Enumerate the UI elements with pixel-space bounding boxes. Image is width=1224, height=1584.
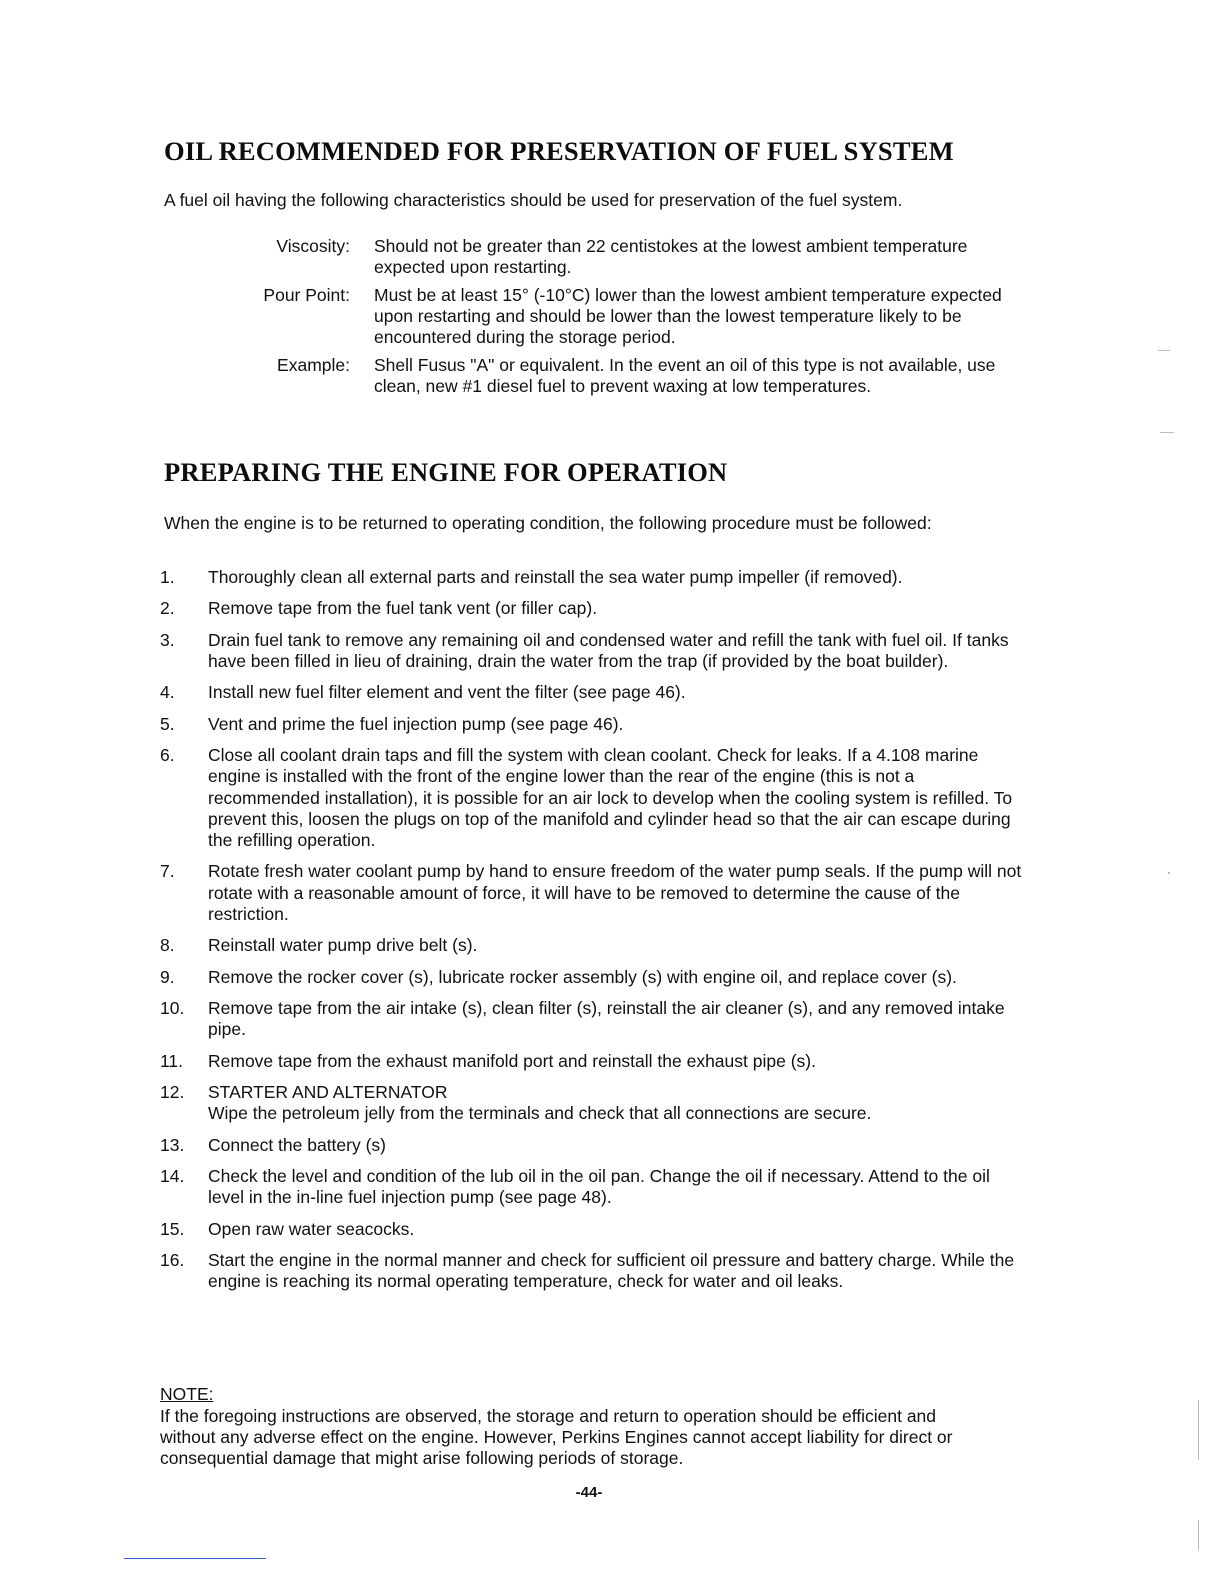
- step-text: Close all coolant drain taps and fill the system with clean coolant. Check for leaks. If a 4.108 marine engine is installed with the front of the engine lower than the rear of the engine (this is not a recommended installation), it is possible for an air lock to develop when the cooling system is refilled. To prevent this, loosen the plugs on top of the manifold and cylinder head so that the air can escape during the refilling operation.: [208, 745, 1013, 850]
- spec-text: Must be at least 15° (-10°C) lower than the lowest ambient temperature expected upon restarting and should be lower than the lowest temperature likely to be encountered during the storage period.: [374, 285, 1002, 347]
- step-number: 7.: [160, 861, 175, 882]
- scan-mark: [1168, 872, 1170, 874]
- spec-example: [164, 355, 1024, 397]
- step-text: Open raw water seacocks.: [208, 1218, 415, 1239]
- step-number: 11.: [160, 1050, 184, 1071]
- step-text: Rotate fresh water coolant pump by hand to ensure freedom of the water pump seals. If the pump will not rotate with a reasonable amount of force, it will have to be removed to determine the cause of the restriction.: [208, 861, 1022, 924]
- step-text: Start the engine in the normal manner and check for sufficient oil pressure and battery charge. While the engine is reaching its normal operating temperature, check for water and oil leaks.: [208, 1249, 1015, 1292]
- step-number: 16.: [160, 1249, 185, 1270]
- scan-mark: [1198, 1520, 1199, 1550]
- spec-label: Viscosity:: [276, 236, 350, 256]
- spec-label: Pour Point:: [263, 285, 350, 305]
- step-number: 15.: [160, 1218, 185, 1239]
- spec-viscosity: [164, 236, 1024, 278]
- step-number: 2.: [160, 598, 175, 619]
- list-item: [160, 682, 1028, 703]
- step-number: 4.: [160, 682, 175, 703]
- step-text: Remove tape from the air intake (s), clean filter (s), reinstall the air cleaner (s), and any removed intake pipe.: [208, 997, 1005, 1040]
- scan-edge-line: [124, 1558, 266, 1559]
- step-number: 14.: [160, 1165, 185, 1186]
- step-number: 13.: [160, 1134, 185, 1155]
- note-text: If the foregoing instructions are observed, the storage and return to operation should be efficient and without any adverse effect on the engine. However, Perkins Engines cannot accept liability for direct or consequential damage that might arise following periods of storage.: [160, 1406, 953, 1468]
- list-item: [160, 714, 1028, 735]
- step-text: Connect the battery (s): [208, 1134, 386, 1155]
- list-item: [160, 1166, 1028, 1208]
- list-item: [160, 567, 1028, 588]
- note-heading: NOTE:: [160, 1384, 214, 1404]
- spec-pour-point: [164, 285, 1024, 348]
- step-number: 12.: [160, 1081, 185, 1102]
- page-number: -44-: [575, 1484, 603, 1501]
- step-text: Remove tape from the exhaust manifold port and reinstall the exhaust pipe (s).: [208, 1050, 816, 1071]
- section-title-preparing-engine: PREPARING THE ENGINE FOR OPERATION: [164, 457, 728, 487]
- list-item: [160, 745, 1028, 851]
- step-subtext: Wipe the petroleum jelly from the terminals and check that all connections are secure.: [208, 1103, 872, 1124]
- step-number: 10.: [160, 997, 185, 1018]
- preparing-engine-intro: When the engine is to be returned to operating condition, the following procedure must be followed:: [164, 513, 932, 533]
- list-item: [160, 1219, 1028, 1240]
- list-item: [160, 1082, 1028, 1124]
- step-text: Reinstall water pump drive belt (s).: [208, 935, 478, 956]
- spec-label: Example:: [277, 355, 350, 375]
- step-number: 9.: [160, 966, 175, 987]
- step-text: Remove tape from the fuel tank vent (or filler cap).: [208, 598, 598, 619]
- procedure-steps: [160, 567, 1028, 1302]
- list-item: [160, 630, 1028, 672]
- step-text-group: [208, 1082, 1024, 1124]
- step-text: Vent and prime the fuel injection pump (see page 46).: [208, 713, 624, 734]
- spec-text: Should not be greater than 22 centistokes at the lowest ambient temperature expected upon restarting.: [374, 236, 968, 277]
- step-heading: STARTER AND ALTERNATOR: [208, 1081, 448, 1102]
- step-text: Thoroughly clean all external parts and reinstall the sea water pump impeller (if removed).: [208, 567, 903, 587]
- list-item: [160, 598, 1028, 619]
- spec-text: Shell Fusus "A" or equivalent. In the event an oil of this type is not available, use clean, new #1 diesel fuel to prevent waxing at low temperatures.: [374, 355, 996, 396]
- section-title-fuel-preservation: OIL RECOMMENDED FOR PRESERVATION OF FUEL SYSTEM: [164, 136, 954, 166]
- step-text: Check the level and condition of the lub oil in the oil pan. Change the oil if necessary. Attend to the oil level in the in-line fuel injection pump (see page 48).: [208, 1165, 990, 1208]
- step-number: 6.: [160, 745, 175, 766]
- step-number: 1.: [160, 567, 175, 587]
- list-item: [160, 1051, 1028, 1072]
- list-item: [160, 998, 1028, 1040]
- scan-mark: [1160, 432, 1174, 433]
- list-item: [160, 935, 1028, 956]
- step-text: Drain fuel tank to remove any remaining oil and condensed water and refill the tank with fuel oil. If tanks have been filled in lieu of draining, drain the water from the trap (if provided by the boat builder).: [208, 629, 1009, 671]
- scan-mark: [1198, 1400, 1199, 1460]
- step-text: Remove the rocker cover (s), lubricate rocker assembly (s) with engine oil, and replace cover (s).: [208, 966, 957, 987]
- step-number: 8.: [160, 935, 175, 956]
- list-item: [160, 1250, 1028, 1292]
- step-number: 5.: [160, 713, 175, 734]
- list-item: [160, 967, 1028, 988]
- list-item: [160, 1135, 1028, 1156]
- step-text: Install new fuel filter element and vent the filter (see page 46).: [208, 682, 686, 703]
- fuel-preservation-intro: A fuel oil having the following characteristics should be used for preservation of the fuel system.: [164, 190, 903, 210]
- step-number: 3.: [160, 629, 175, 650]
- scan-mark: [1158, 350, 1170, 351]
- list-item: [160, 861, 1028, 925]
- fuel-characteristics-list: [164, 236, 1024, 404]
